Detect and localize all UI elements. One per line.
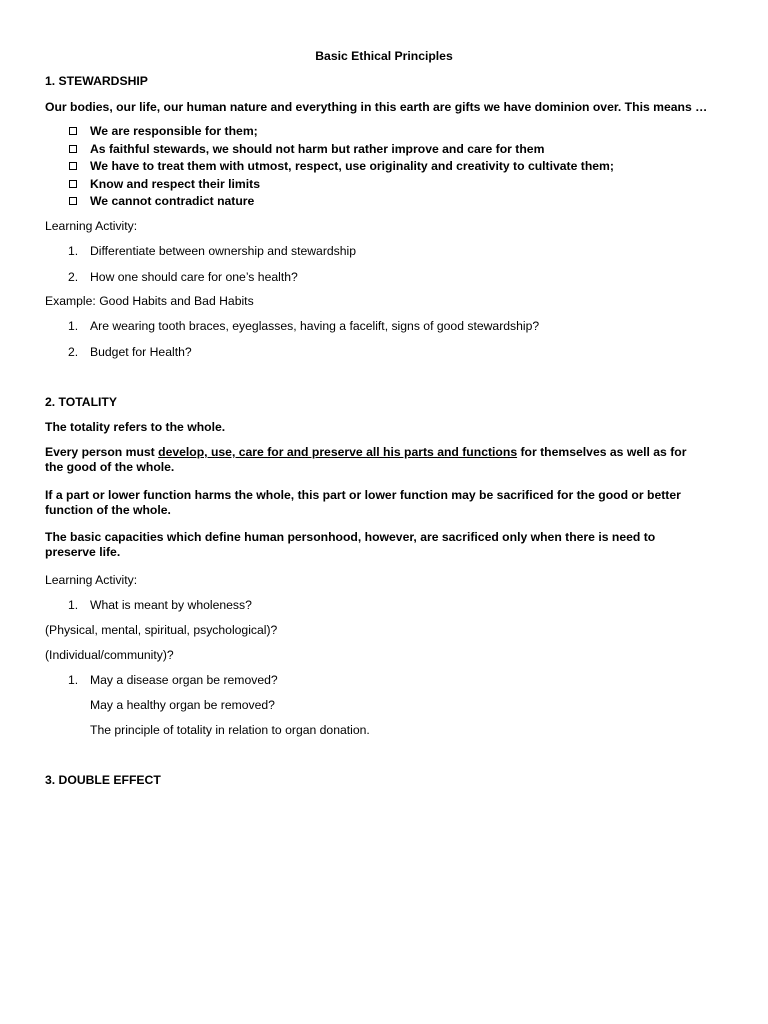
learning-activity-label: Learning Activity: xyxy=(45,573,138,587)
section-heading-double-effect: 3. DOUBLE EFFECT xyxy=(45,773,161,787)
example-item: Are wearing tooth braces, eyeglasses, having a facelift, signs of good stewardship? xyxy=(90,319,540,333)
list-number: 1. xyxy=(68,598,79,612)
list-number: 1. xyxy=(68,319,79,333)
totality-paragraph: The basic capacities which define human personhood, however, are sacrificed only when there is need to preserve life. xyxy=(45,530,656,559)
bullet-item: We are responsible for them; xyxy=(90,124,258,138)
list-number: 2. xyxy=(68,270,79,284)
totality-paragraph xyxy=(45,445,705,475)
checkbox-bullet-icon xyxy=(69,127,77,135)
list-number: 1. xyxy=(68,673,79,687)
activity-item: What is meant by wholeness? xyxy=(90,598,252,612)
example-label: Example: Good Habits and Bad Habits xyxy=(45,294,254,308)
document-title: Basic Ethical Principles xyxy=(315,49,453,63)
totality-paragraph: The totality refers to the whole. xyxy=(45,420,226,434)
underlined-phrase: develop, use, care for and preserve all his parts and functions xyxy=(158,445,518,459)
list-number: 2. xyxy=(68,345,79,359)
activity-item: Differentiate between ownership and stewardship xyxy=(90,244,357,258)
checkbox-bullet-icon xyxy=(69,197,77,205)
checkbox-bullet-icon xyxy=(69,162,77,170)
stewardship-intro: Our bodies, our life, our human nature and everything in this earth are gifts we have dominion over. This means … xyxy=(45,100,708,114)
section-heading-totality: 2. TOTALITY xyxy=(45,395,117,409)
activity-item: May a healthy organ be removed? xyxy=(90,698,275,712)
activity-note: (Physical, mental, spiritual, psychological)? xyxy=(45,623,278,637)
activity-item: May a disease organ be removed? xyxy=(90,673,278,687)
totality-paragraph: If a part or lower function harms the whole, this part or lower function may be sacrificed for the good or better function of the whole. xyxy=(45,488,681,517)
bullet-item: We cannot contradict nature xyxy=(90,194,255,208)
learning-activity-label: Learning Activity: xyxy=(45,219,138,233)
bullet-item: As faithful stewards, we should not harm but rather improve and care for them xyxy=(90,142,545,156)
activity-item: How one should care for one’s health? xyxy=(90,270,298,284)
checkbox-bullet-icon xyxy=(69,145,77,153)
bullet-item: Know and respect their limits xyxy=(90,177,260,191)
activity-item: The principle of totality in relation to organ donation. xyxy=(90,723,370,737)
paragraph-text: for themselves as well as for the good of the whole. xyxy=(45,445,687,474)
activity-note: (Individual/community)? xyxy=(45,648,174,662)
bullet-item: We have to treat them with utmost, respect, use originality and creativity to cultivate them; xyxy=(90,159,614,173)
checkbox-bullet-icon xyxy=(69,180,77,188)
paragraph-text: Every person must xyxy=(45,445,159,459)
list-number: 1. xyxy=(68,244,79,258)
example-item: Budget for Health? xyxy=(90,345,192,359)
section-heading-stewardship: 1. STEWARDSHIP xyxy=(45,74,148,88)
